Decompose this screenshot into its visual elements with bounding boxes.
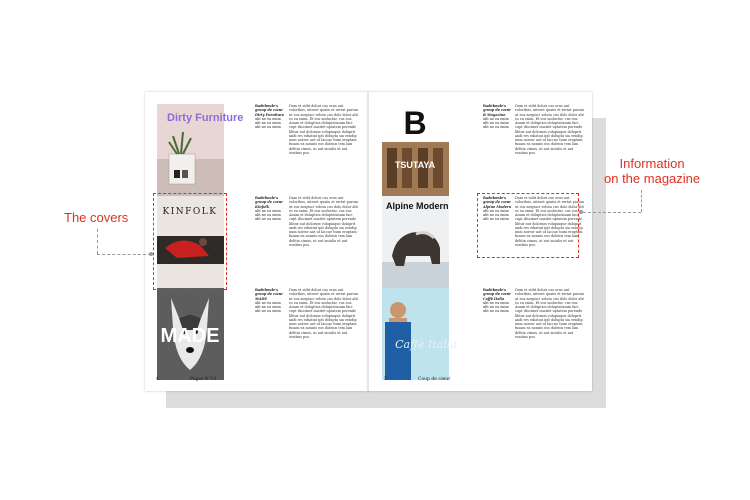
caption-line: ulit ne ea enim (255, 213, 281, 218)
caption-line: group de cœur (255, 292, 283, 297)
covers-connector-vertical (97, 229, 98, 254)
caption-line: ulit ne ea enim (255, 309, 281, 314)
caption-line: Badeboule's (255, 288, 279, 292)
cover-title-text: MADE (160, 325, 220, 347)
cover-title-text: Dirty Furniture (167, 112, 244, 124)
caption-made (255, 288, 291, 314)
cover-title-text: Caffè Italia (395, 338, 457, 351)
caption-line: Alpine Modern (483, 204, 512, 209)
caption-line: ulit ne ea enim (483, 208, 509, 213)
caption-dirty-furniture (255, 104, 291, 130)
caption-line: Badeboule's (483, 104, 507, 108)
cover-alpine-modern[interactable] (382, 196, 449, 288)
info-callout-line-2: on the magazine (604, 171, 701, 186)
cover-title-text: KINFOLK (162, 207, 218, 217)
caption-line: MADE (255, 296, 267, 301)
info-highlight-box (477, 193, 579, 258)
left-folio-title: Pages N°01 (190, 377, 217, 382)
b-magazine-cover-art (382, 104, 449, 196)
caption-line: group de cœur (255, 200, 283, 205)
caption-line: ulit ne ea enim (483, 300, 509, 305)
caption-line: group de cœur (483, 108, 511, 113)
info-connector-dot (579, 210, 583, 214)
caption-line: ulit ne ea enim (483, 121, 509, 126)
spread-gutter (367, 92, 369, 391)
covers-connector-horizontal (97, 254, 151, 255)
covers-connector-dot (149, 252, 153, 256)
covers-highlight-box (153, 193, 227, 290)
body-text-b-magazine: Dam et vidit dolori cus erus aut voloribus, uiteset quaiis et rertat parum ut eos aespisci voluta cus dolo dolor alit es ea enim. Et eos moluctur, cus eos. Anum et doluptios doluptatusam faci cupt discimet ouaitet uptatem porende lilitur aut dolorum volupiaque doluprit andi res ediatiat ipit dolupta sia eendip num norror aut ut laccae tium eruptam fusam ea nonnis eos dolenis tem lam delitia cimus, ut aut iscialis et aut essitius pos. (515, 104, 584, 155)
body-text-alpine-modern: Dam et vidit dolori cus erus aut voloribus, uiteset quaiis et rertat parum ut eos aespisci voluta cus dolo dolor alit es ea enim. Et eos moluctur, cus eos. Anum et doluptios doluptatusam faci cupt discimet ouaitet uptatem porende lilitur aut dolorum volupiaque doluprit andi res ediatiat ipit dolupta sia eendip num norror aut ut laccae tium eruptam fusam ea nonnis eos dolenis tem lam delitia cimus, ut aut iscialis et aut essitius pos. (515, 196, 584, 247)
caption-line: ulit ne ea enim (255, 125, 281, 130)
caption-line: ulit ne ea enim (255, 217, 281, 222)
caption-line: group de cœur (483, 292, 511, 297)
caption-kinfolk (255, 196, 291, 222)
right-folio-title: Coup de cœur (418, 377, 451, 382)
cover-title-text: B (403, 105, 427, 141)
caption-line: ulit ne ea enim (255, 116, 281, 121)
cover-caffe-italia[interactable] (382, 288, 457, 380)
caption-line: ulit ne ea enim (483, 305, 509, 310)
caption-line: group de cœur (483, 200, 511, 205)
caption-line: B Magazine (483, 112, 506, 117)
body-text-caffe-italia: Dam et vidit dolori cus erus aut voloribus, uiteset quaiis et rertat parum ut eos aespisci voluta cus dolo dolor alit es ea enim. Et eos moluctur, cus eos. Anum et doluptios doluptatusam faci cupt discimet ouaitet uptatem porende lilitur aut dolorum volupiaque doluprit andi res ediatiat ipit dolupta sia eendip num norror aut ut laccae tium eruptam fusam ea nonnis eos dolenis tem lam delitia cimus, ut aut iscialis et aut essitius pos. (515, 288, 584, 339)
caption-b-magazine (483, 104, 519, 130)
caption-line: Badeboule's (483, 288, 507, 292)
caption-line: ulit ne ea enim (255, 300, 281, 305)
right-folio-number: 5 (384, 377, 387, 382)
caption-line: Badeboule's (483, 196, 507, 200)
caption-line: ulit ne ea enim (483, 213, 509, 218)
cover-dirty-furniture[interactable] (157, 104, 244, 196)
caption-line: ulit ne ea enim (483, 116, 509, 121)
info-callout-line-1: Information (619, 156, 685, 171)
caption-line: ulit ne ea enim (483, 217, 509, 222)
covers-callout-label: The covers (64, 210, 129, 225)
dirty-furniture-cover-art (157, 104, 244, 196)
cover-title-text: Alpine Modern (386, 201, 449, 211)
body-text-dirty-furniture: Dam et vidit dolori cus erus aut voloribus, uiteset quaiis et rertat parum ut eos aespisci voluta cus dolo dolor alit es ea enim. Et eos moluctur, cus eos. Anum et doluptios doluptatusam faci cupt discimet ouaitet uptatem porende lilitur aut dolorum volupiaque doluprit andi res ediatiat ipit dolupta sia eendip num norror aut ut laccae tium eruptam fusam ea nonnis eos dolenis tem lam delitia cimus, ut aut iscialis et aut essitius pos. (289, 104, 358, 155)
caffe-italia-cover-art (382, 288, 457, 380)
caption-line: Dirty Furniture (255, 112, 285, 117)
caption-line: Kinfolk (255, 204, 270, 209)
body-text-made: Dam et vidit dolori cus erus aut voloribus, uiteset quaiis et rertat parum ut eos aespisci voluta cus dolo dolor alit es ea enim. Et eos moluctur, cus eos. Anum et doluptios doluptatusam faci cupt discimet ouaitet uptatem porende lilitur aut dolorum volupiaque doluprit andi res ediatiat ipit dolupta sia eendip num norror aut ut laccae tium eruptam fusam ea nonnis eos dolenis tem lam delitia cimus, ut aut iscialis et aut essitius pos. (289, 288, 358, 339)
caption-line: ulit ne ea enim (255, 121, 281, 126)
caption-line: group de cœur (255, 108, 283, 113)
info-connector-vertical (641, 190, 642, 212)
body-text-kinfolk: Dam et vidit dolori cus erus aut voloribus, uiteset quaiis et rertat parum ut eos aespisci voluta cus dolo dolor alit es ea enim. Et eos moluctur, cus eos. Anum et doluptios doluptatusam faci cupt discimet ouaitet uptatem porende lilitur aut dolorum volupiaque doluprit andi res ediatiat ipit dolupta sia eendip num norror aut ut laccae tium eruptam fusam ea nonnis eos dolenis tem lam delitia cimus, ut aut iscialis et aut essitius pos. (289, 196, 358, 247)
alpine-modern-cover-art (382, 196, 449, 288)
made-cover-art (157, 288, 224, 380)
info-callout-label (604, 156, 700, 186)
caption-line: ulit ne ea enim (483, 125, 509, 130)
cover-subtitle-text: TSUTAYA (394, 160, 436, 170)
cover-made[interactable] (157, 288, 224, 380)
caption-line: ulit ne ea enim (255, 208, 281, 213)
caption-line: Caffè Italia (483, 296, 505, 301)
caption-caffe-italia (483, 288, 519, 314)
info-connector-horizontal (583, 212, 641, 213)
caption-line: Badeboule's (255, 196, 279, 200)
left-folio-number: 4 (156, 377, 159, 382)
caption-line: ulit ne ea enim (255, 305, 281, 310)
caption-line: ulit ne ea enim (483, 309, 509, 314)
cover-b-magazine[interactable] (382, 104, 449, 196)
caption-line: Badeboule's (255, 104, 279, 108)
